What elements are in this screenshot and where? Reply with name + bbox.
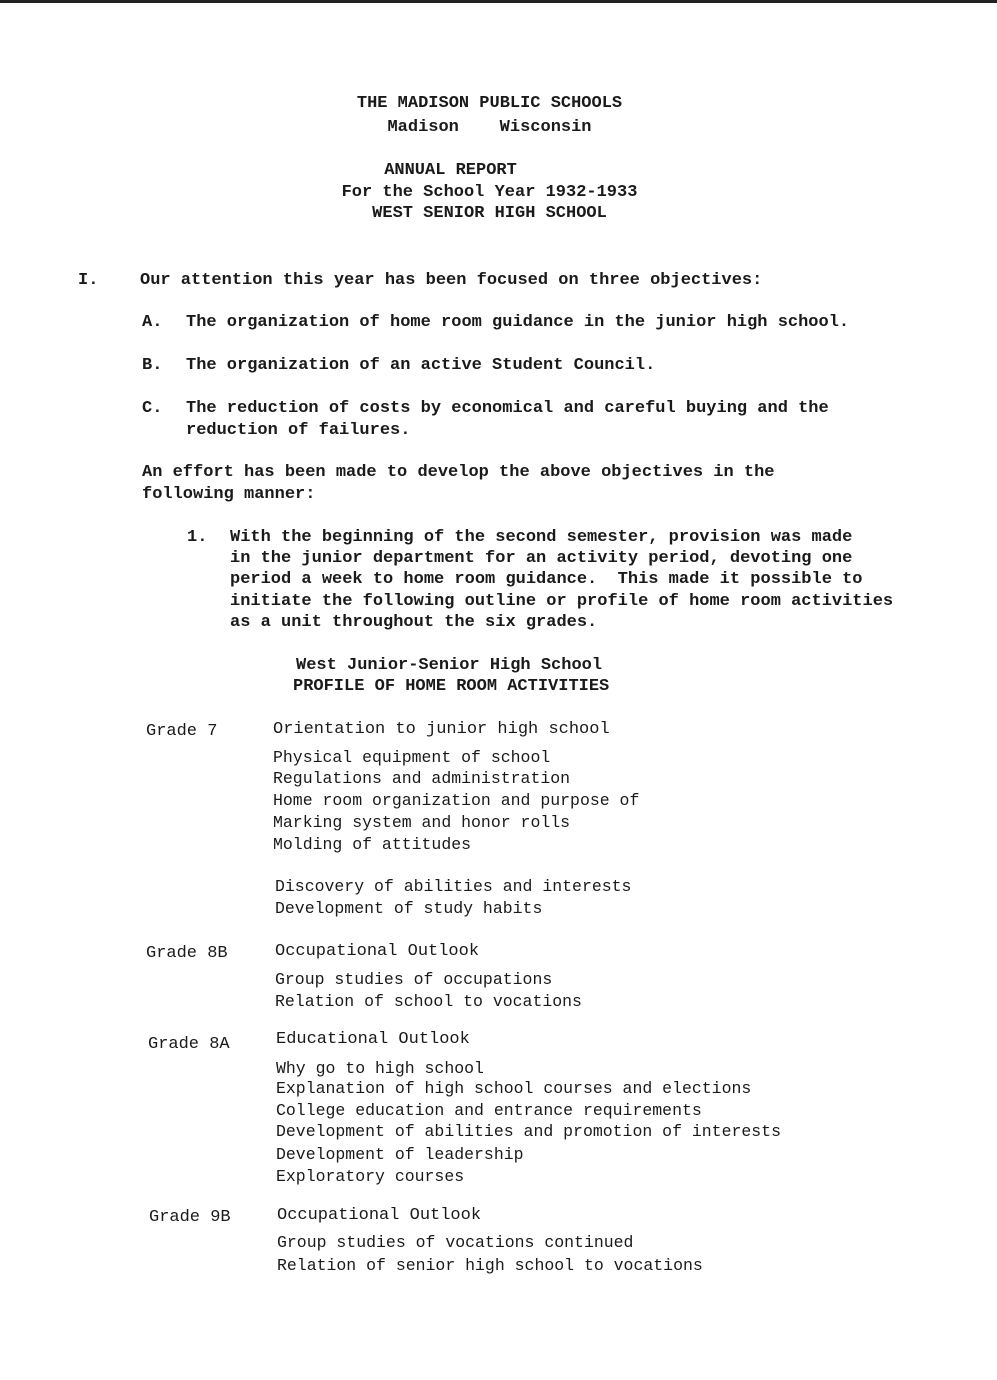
grade-item: Relation of school to vocations (275, 992, 582, 1011)
grade-label: Grade 8A (148, 1035, 230, 1054)
grade-item: Development of abilities and promotion of interests (276, 1122, 781, 1141)
profile-subtitle: PROFILE OF HOME ROOM ACTIVITIES (293, 677, 610, 696)
objective-text: The organization of an active Student Council. (186, 356, 656, 375)
grade-heading: Occupational Outlook (275, 942, 480, 961)
item-text: in the junior department for an activity period, devoting one (230, 549, 853, 568)
objective-letter: B. (142, 356, 163, 375)
effort-text: following manner: (142, 485, 316, 504)
header-report-title: ANNUAL REPORT (384, 161, 517, 180)
grade-item: College education and entrance requirements (276, 1101, 702, 1120)
grade-label: Grade 9B (149, 1208, 231, 1227)
objective-letter: A. (142, 313, 163, 332)
item-text: initiate the following outline or profile of home room activities (230, 592, 894, 611)
item-text: period a week to home room guidance. This made it possible to (230, 570, 863, 589)
profile-title: West Junior-Senior High School (296, 656, 603, 675)
objective-text: The reduction of costs by economical and careful buying and the (186, 399, 829, 418)
grade-item: Explanation of high school courses and elections (276, 1079, 752, 1098)
header-school-system: THE MADISON PUBLIC SCHOOLS (356, 94, 623, 113)
grade-item: Discovery of abilities and interests (275, 877, 632, 896)
header-school-name: WEST SENIOR HIGH SCHOOL (372, 204, 607, 223)
grade-item: Regulations and administration (273, 769, 571, 788)
objective-letter: C. (142, 399, 163, 418)
grade-item: Development of study habits (275, 899, 543, 918)
grade-label: Grade 8B (146, 944, 228, 963)
header-location: Madison Wisconsin (387, 118, 592, 137)
scan-edge-rule (0, 0, 997, 3)
grade-item: Home room organization and purpose of (273, 791, 640, 810)
section-numeral: I. (78, 271, 99, 290)
item-number: 1. (187, 528, 208, 547)
grade-item: Physical equipment of school (273, 748, 551, 767)
grade-item: Exploratory courses (276, 1167, 465, 1186)
objective-text: reduction of failures. (186, 421, 411, 440)
grade-heading: Orientation to junior high school (273, 720, 610, 739)
grade-item: Marking system and honor rolls (273, 813, 571, 832)
grade-heading: Educational Outlook (276, 1030, 470, 1049)
grade-item: Group studies of occupations (275, 970, 553, 989)
effort-text: An effort has been made to develop the above objectives in the (142, 463, 775, 482)
grade-item: Relation of senior high school to vocations (277, 1256, 703, 1275)
item-text: With the beginning of the second semester, provision was made (230, 528, 853, 547)
objective-text: The organization of home room guidance in the junior high school. (186, 313, 850, 332)
grade-label: Grade 7 (146, 722, 218, 741)
grade-item: Molding of attitudes (273, 835, 472, 854)
header-school-year: For the School Year 1932-1933 (341, 183, 638, 202)
grade-item: Why go to high school (276, 1059, 484, 1078)
grade-heading: Occupational Outlook (277, 1206, 482, 1225)
grade-item: Development of leadership (276, 1145, 524, 1164)
item-text: as a unit throughout the six grades. (230, 613, 598, 632)
section-intro: Our attention this year has been focused on three objectives: (140, 271, 763, 290)
grade-item: Group studies of vocations continued (277, 1233, 634, 1252)
